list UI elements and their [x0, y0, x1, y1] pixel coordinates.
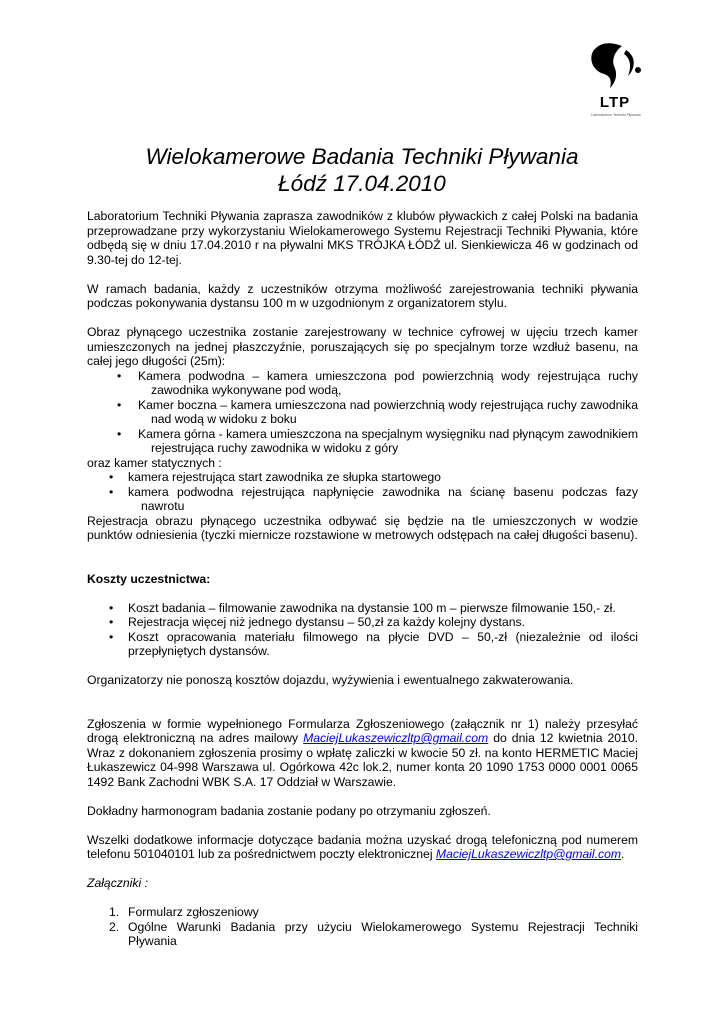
- logo-text: LTP: [599, 94, 631, 111]
- contact-email-link[interactable]: MaciejLukaszewiczltp@gmail.com: [435, 847, 622, 861]
- swimmer-logo-icon: [586, 40, 646, 96]
- bullet-icon: •: [109, 484, 114, 499]
- document-subtitle-date: Łódź 17.04.2010: [278, 171, 446, 196]
- moving-cameras-list: [87, 369, 638, 456]
- static-cameras-intro: oraz kamer statycznych :: [87, 455, 222, 470]
- list-item: • Koszt opracowania materiału filmowego na płycie DVD – 50,-zł (niezależnie od ilości przepłyniętych dystansów.: [109, 629, 638, 658]
- attachments-list: [87, 905, 638, 949]
- document-title: Wielokamerowe Badania Techniki Pływania: [145, 144, 579, 169]
- list-number: 1.: [109, 905, 120, 919]
- bullet-icon: •: [109, 470, 114, 484]
- list-item: • Kamer boczna – kamera umieszczona nad powierzchnią wody rejestrująca ruchy zawodnika nad wodą w widoku z boku: [117, 397, 638, 426]
- bullet-icon: •: [109, 600, 114, 615]
- registration-paragraph: Zgłoszenia w formie wypełnionego Formularza Zgłoszeniowego (załącznik nr 1) należy przesyłać drogą elektroniczną na adres mailowy MaciejLukaszewiczltp@gmail.com do dnia 12 kwietnia 2010. Wraz z dokonaniem zgłoszenia prosimy o wpłatę zaliczki w kwocie 50 zł. na konto HERMETIC Maciej Łukaszewicz 04-998 Warszawa ul. Ogórkowa 42c lok.2, numer konta 20 1090 1753 0000 0001 0065 1492 Bank Zachodni WBK S.A. 17 Oddział w Warszawie.: [87, 716, 638, 789]
- session-paragraph: W ramach badania, każdy z uczestników otrzyma możliwość zarejestrowania techniki pływania podczas pokonywania dystansu 100 m w uzgodnionym z organizatorem stylu.: [87, 281, 638, 310]
- bullet-icon: •: [117, 426, 122, 441]
- attachments-heading: Załączniki :: [87, 876, 148, 890]
- contact-paragraph: Wszelki dodatkowe informacje dotyczące badania można uzyskać drogą telefoniczną pod numerem telefonu 501040101 lub za pośrednictwem poczty elektronicznej MaciejLukaszewiczltp@gmail.com.: [87, 832, 638, 861]
- bullet-icon: •: [117, 397, 122, 412]
- costs-heading: Koszty uczestnictwa:: [87, 571, 211, 586]
- schedule-paragraph: Dokładny harmonogram badania zostanie podany po otrzymaniu zgłoszeń.: [87, 803, 491, 818]
- intro-paragraph: Laboratorium Techniki Pływania zaprasza zawodników z klubów pływackich z całej Polski na badania przeprowadzane przy wykorzystaniu Wielokamerowego Systemu Rejestracji Techniki Pływania, które odbędą się w dniu 17.04.2010 r na pływalni MKS TRÓJKA ŁÓDŹ ul. Sienkiewicza 46 w godzinach od 9.30-tej do 12-tej.: [87, 209, 638, 267]
- cameras-paragraph: Obraz płynącego uczestnika zostanie zarejestrowany w technice cyfrowej w ujęciu trzech kamer umieszczonych na jednej płaszczyźnie, poruszających się po specjalnym torze wzdłuż basenu, na całej jego długości (25m):: [87, 325, 638, 368]
- costs-list: [87, 601, 638, 659]
- static-cameras-list: [87, 470, 638, 514]
- list-item: • Rejestracja więcej niż jednego dystansu – 50,zł za każdy kolejny dystans.: [109, 615, 525, 629]
- bullet-icon: •: [117, 368, 122, 383]
- list-number: 2.: [109, 919, 120, 934]
- list-item: • Kamera podwodna – kamera umieszczona pod powierzchnią wody rejestrująca ruchy zawodnika wykonywane pod wodą,: [117, 368, 638, 397]
- list-item: • kamera podwodna rejestrująca napłynięcie zawodnika na ścianę basenu podczas fazy nawrotu: [109, 484, 638, 513]
- reference-points-paragraph: Rejestracja obrazu płynącego uczestnika odbywać się będzie na tle umieszczonych w wodzie punktów odniesienia (tyczki miernicze rozstawione w metrowych odstępach na całej długości basenu).: [87, 513, 638, 542]
- list-item: • kamera rejestrująca start zawodnika ze słupka startowego: [109, 470, 441, 484]
- list-item: 2. Ogólne Warunki Badania przy użyciu Wielokamerowego Systemu Rejestracji Techniki Pływania: [109, 919, 638, 948]
- list-item: • Koszt badania – filmowanie zawodnika na dystansie 100 m – pierwsze filmowanie 150,- zł.: [109, 600, 616, 615]
- list-item: • Kamera górna - kamera umieszczona na specjalnym wysięgniku nad płynącym zawodnikiem rejestrująca ruchy zawodnika w widoku z góry: [117, 426, 638, 455]
- list-item: 1. Formularz zgłoszeniowy: [109, 905, 259, 919]
- document-body: [87, 209, 638, 949]
- organizers-paragraph: Organizatorzy nie ponoszą kosztów dojazdu, wyżywienia i ewentualnego zakwaterowania.: [87, 673, 574, 687]
- bullet-icon: •: [109, 615, 114, 629]
- ltp-logo: [586, 40, 646, 126]
- bullet-icon: •: [109, 629, 114, 644]
- logo-subtitle: Laboratorium Techniki Pływania: [591, 113, 641, 117]
- registration-email-link[interactable]: MaciejLukaszewiczltp@gmail.com: [303, 731, 489, 745]
